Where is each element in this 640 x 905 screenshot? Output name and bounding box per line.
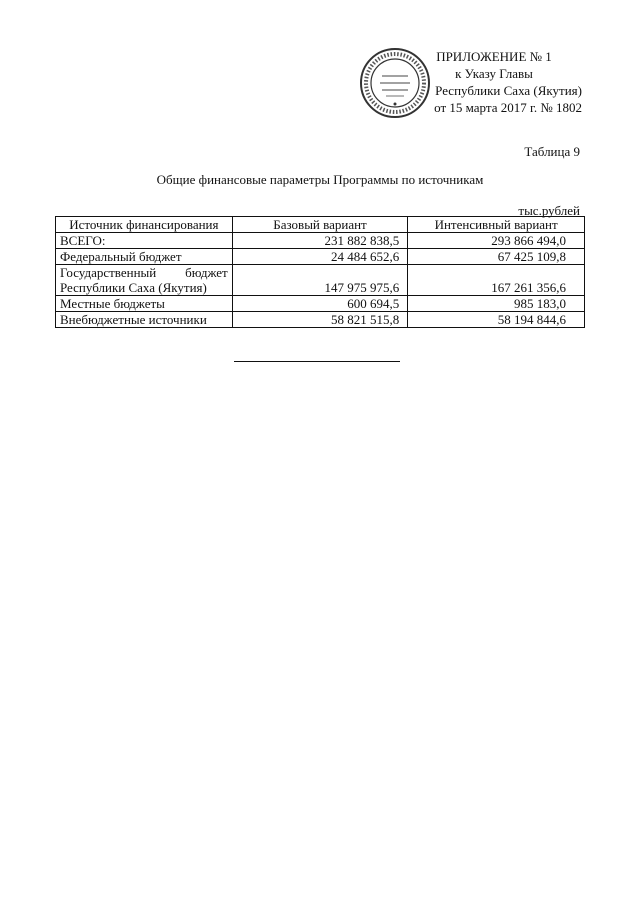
appendix-date: от 15 марта 2017 г. № 1802 [434,100,582,115]
table-header-row [56,217,585,233]
appendix-decree: к Указу Главы [455,66,533,81]
column-header-base: Базовый вариант [232,217,408,233]
row-source: Федеральный бюджет [56,249,233,265]
row-base-value: 231 882 838,5 [232,233,408,249]
row-base-value: 147 975 975,6 [232,265,408,296]
row-source: ВСЕГО: [56,233,233,249]
row-source [56,265,233,296]
appendix-republic: Республики Саха (Якутия) [435,83,582,98]
table-row [56,296,585,312]
row-source-line1: Государственный бюджет [60,265,228,280]
column-header-intensive: Интенсивный вариант [408,217,585,233]
row-source: Внебюджетные источники [56,312,233,328]
table-row [56,233,585,249]
row-base-value: 58 821 515,8 [232,312,408,328]
row-source: Местные бюджеты [56,296,233,312]
row-base-value: 600 694,5 [232,296,408,312]
column-header-source: Источник финансирования [56,217,233,233]
unit-label: тыс.рублей [518,203,580,218]
row-intensive-value: 58 194 844,6 [408,312,585,328]
closing-divider [234,361,400,362]
appendix-header [414,48,582,116]
row-source-line2: Республики Саха (Якутия) [60,280,207,295]
table-number: Таблица 9 [524,144,580,159]
table-row [56,249,585,265]
table-row [56,312,585,328]
row-base-value: 24 484 652,6 [232,249,408,265]
financial-parameters-table [55,216,585,328]
table-row [56,265,585,296]
row-intensive-value: 67 425 109,8 [408,249,585,265]
table-title: Общие финансовые параметры Программы по источникам [156,172,484,187]
row-intensive-value: 167 261 356,6 [408,265,585,296]
appendix-title: ПРИЛОЖЕНИЕ № 1 [436,49,552,64]
row-intensive-value: 985 183,0 [408,296,585,312]
row-intensive-value: 293 866 494,0 [408,233,585,249]
